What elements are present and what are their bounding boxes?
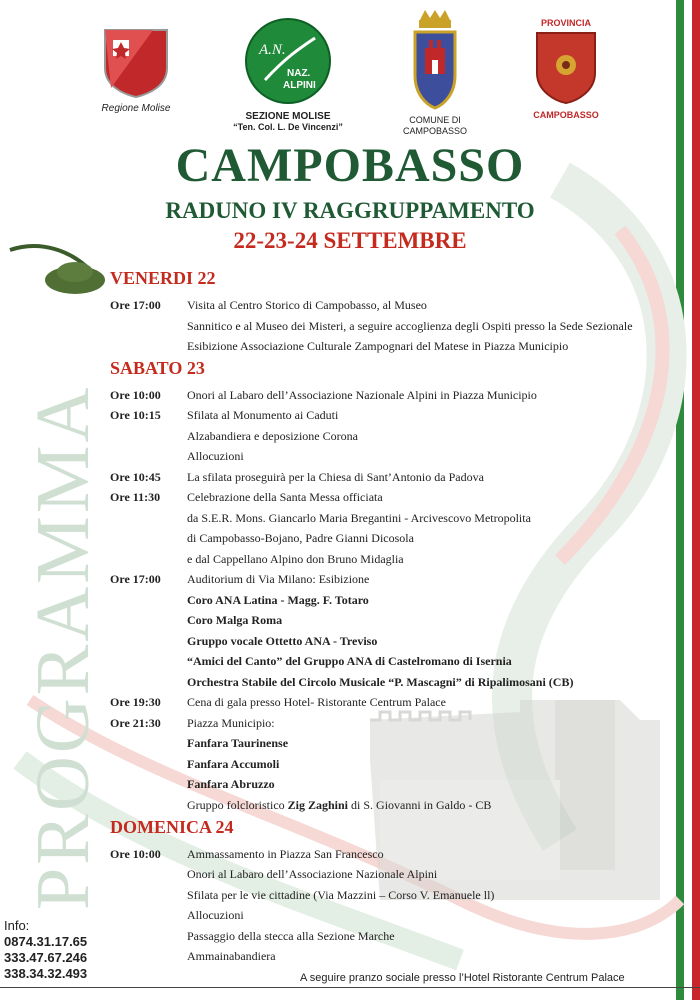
row-desc: Coro ANA Latina - Magg. F. Totaro [187,593,369,607]
regione-shield-icon [103,28,169,98]
row-time: Ore 17:00 [110,572,161,586]
row-desc [187,797,491,813]
info-label: Info: [4,918,30,933]
sezione-name: “Ten. Col. L. De Vincenzi” [233,122,343,132]
programma-watermark: PROGRAMMA [21,384,105,910]
day-heading-venerdi: VENERDI 22 [110,268,216,288]
row-time: Ore 21:30 [110,716,161,730]
row-time: Ore 10:45 [110,470,161,484]
event-dates: 22-23-24 SETTEMBRE [233,228,467,253]
provincia-logo [528,18,604,121]
ana-text-1: A.N. [259,42,286,58]
row-desc: Onori al Labaro dell’Associazione Nazionale Alpini in Piazza Municipio [187,388,537,402]
info-phone[interactable]: 0874.31.17.65 [4,934,88,949]
row-desc: Piazza Municipio: [187,716,275,730]
day-heading-domenica: DOMENICA 24 [110,817,234,837]
ana-text-2: NAZ. [287,68,311,79]
row-desc: Visita al Centro Storico di Campobasso, al Museo [187,298,427,312]
event-title: RADUNO IV RAGGRUPPAMENTO [165,198,535,223]
row-desc-part: Gruppo folcloristico [187,798,288,812]
row-time: Ore 10:00 [110,847,161,861]
row-desc: Fanfara Taurinense [187,736,289,750]
provincia-top: PROVINCIA [540,18,591,28]
ana-logo [228,18,348,133]
row-desc: da S.E.R. Mons. Giancarlo Maria Bregantini - Arcivescovo Metropolita [187,511,531,525]
row-desc: Allocuzioni [187,908,244,922]
city-title: CAMPOBASSO [175,139,525,192]
row-desc: Gruppo vocale Ottetto ANA - Treviso [187,634,378,648]
info-phone[interactable]: 338.34.32.493 [4,966,88,981]
comune-logo [396,10,474,137]
row-desc: Passaggio della stecca alla Sezione Marche [187,929,395,943]
comune-caption-2: CAMPOBASSO [402,126,467,136]
row-time: Ore 17:00 [110,298,161,312]
ana-text-3: ALPINI [283,80,316,91]
row-desc: La sfilata proseguirà per la Chiesa di Sant’Antonio da Padova [187,470,484,484]
row-desc: “Amici del Canto” del Gruppo ANA di Castelromano di Isernia [187,654,512,668]
row-desc: Coro Malga Roma [187,613,283,627]
info-block [4,918,87,982]
row-time: Ore 10:15 [110,408,161,422]
row-desc: Sfilata al Monumento ai Caduti [187,408,339,422]
day-heading-sabato: SABATO 23 [110,358,205,378]
ana-emblem-icon [245,18,331,104]
row-desc-bold: Zig Zaghini [287,798,349,812]
comune-caption-1: COMUNE DI [409,115,461,125]
row-time: Ore 11:30 [110,490,161,504]
row-desc: Fanfara Accumoli [187,757,280,771]
row-desc: Sannitico e al Museo dei Misteri, a seguire accoglienza degli Ospiti presso la Sede Sezionale [187,319,633,333]
row-desc: Allocuzioni [187,449,244,463]
footer-divider [0,987,700,988]
row-desc: Esibizione Associazione Culturale Zampognari del Matese in Piazza Municipio [187,339,569,353]
logos-header [0,0,700,140]
row-desc: Alzabandiera e deposizione Corona [187,429,358,443]
row-desc: Ammassamento in Piazza San Francesco [187,847,384,861]
row-desc: Ammainabandiera [187,949,276,963]
row-desc: Celebrazione della Santa Messa officiata [187,490,383,504]
row-desc: e dal Cappellano Alpino don Bruno Midaglia [187,552,404,566]
info-phone[interactable]: 333.47.67.246 [4,950,88,965]
row-desc: di Campobasso-Bojano, Padre Gianni Dicosola [187,531,414,545]
row-desc: Cena di gala presso Hotel- Ristorante Centrum Palace [187,695,446,709]
row-desc: Auditorium di Via Milano: Esibizione [187,572,370,586]
sezione-caption: SEZIONE MOLISE [245,111,331,122]
footer-note: A seguire pranzo sociale presso l’Hotel Ristorante Centrum Palace [300,972,625,984]
regione-caption: Regione Molise [101,103,171,114]
row-desc: Fanfara Abruzzo [187,777,275,791]
provincia-bottom: CAMPOBASSO [533,110,599,120]
row-desc: Orchestra Stabile del Circolo Musicale “P. Mascagni” di Ripalimosani (CB) [187,675,574,689]
regione-logo [95,28,177,114]
provincia-shield-icon [533,29,599,105]
row-time: Ore 10:00 [110,388,161,402]
row-desc-part: di S. Giovanni in Galdo - CB [348,798,492,812]
row-desc: Sfilata per le vie cittadine (Via Mazzini – Corso V. Emanuele ll) [187,888,495,902]
comune-coat-of-arms-icon [405,10,465,110]
row-time: Ore 19:30 [110,695,161,709]
row-desc: Onori al Labaro dell’Associazione Nazionale Alpini [187,867,438,881]
